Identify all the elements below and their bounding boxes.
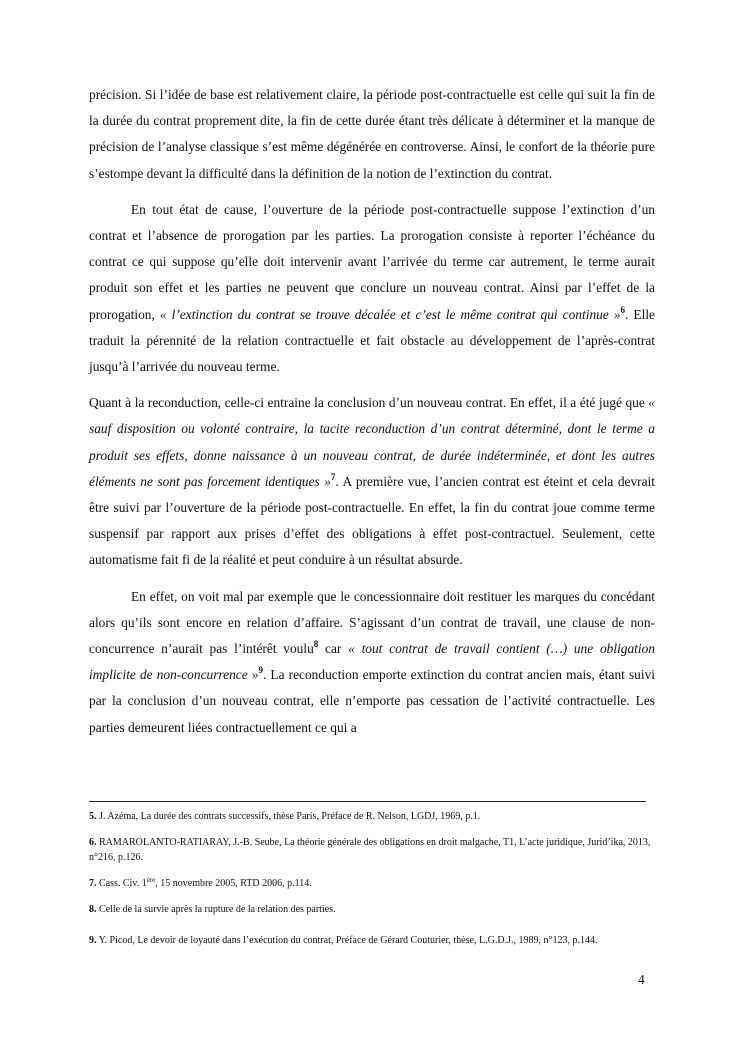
footnote-number: 7. [89, 878, 97, 889]
footnote-text: J. Azéma, La durée des contrats successifs, thèse Paris, Préface de R. Nelson, LGDJ, 1969, p.1. [96, 811, 481, 822]
text-run: . Elle traduit la pérennité de la relation contractuelle et fait obstacle au développement de l’après-contrat jusqu’à l’arrivée du nouveau terme. [89, 306, 655, 375]
text-run: . La reconduction emporte extinction du contrat ancien mais, étant suivi par la conclusion d’un nouveau contrat, elle n’emporte pas cessation de l’activité contractuelle. Les parties demeurent liées contractuellement ce qui a [89, 667, 656, 735]
footnote-number: 5. [89, 811, 97, 822]
footnote-separator [89, 801, 646, 802]
text-run: . A première vue, l’ancien contrat est éteint et cela devrait être suivi par l’ouverture de la période post-contractuelle. En effet, la fin du contrat joue comme terme suspensif par rapport aux prises d’effet des obligations à effet post-contractuel. Seulement, cette automatisme fait fi de la réalité et peut conduire à un résultat absurde. [89, 473, 655, 568]
paragraph-2 [89, 197, 655, 380]
quotation: « tout contrat de travail contient (…) une obligation implicite de non-concurrence » [89, 641, 655, 683]
ordinal-suffix: ère [146, 876, 156, 884]
footnote-5 [89, 809, 655, 824]
paragraph-3 [89, 390, 655, 573]
footnote-text: Celle de la survie après la rupture de la relation des parties. [96, 904, 336, 915]
paragraph-1 [89, 82, 655, 187]
footnote-8 [89, 902, 655, 917]
footnote-text: Cass. Civ. 1 [96, 878, 147, 889]
footnote-6 [89, 835, 655, 865]
page-number: 4 [638, 972, 645, 987]
footnote-ref: 6 [620, 304, 626, 315]
body-text [89, 82, 655, 751]
paragraph-4 [89, 584, 655, 741]
footnote-number: 8. [89, 904, 97, 915]
text-run: car [318, 641, 349, 657]
text-run: Quant à la reconduction, celle-ci entraine la conclusion d’un nouveau contrat. En effet, il a été jugé que [89, 395, 649, 411]
footnotes [89, 809, 655, 953]
footnote-text: RAMAROLANTO-RATIARAY, J.-B. Seube, La théorie générale des obligations en droit malgache, T1, L’acte juridique, Jurid’ika, 2013, n°216, p.126. [89, 837, 651, 863]
footnote-text: , 15 novembre 2005, RTD 2006, p.114. [155, 878, 312, 889]
footnote-number: 6. [89, 837, 97, 848]
footnote-ref: 7 [330, 471, 336, 482]
footnote-ref: 8 [313, 639, 319, 650]
footnote-text: Y. Picod, Le devoir de loyauté dans l’exécution du contrat, Préface de Gérard Couturier, thèse, L.G.D.J., 1989, n°123, p.144. [96, 935, 598, 946]
text-run: précision. Si l’idée de base est relativement claire, la période post-contractuelle est celle qui suit la fin de la durée du contrat proprement dite, la fin de cette durée étant très délicate à déterminer et la manque de précision de l’analyse classique s’est même dégénérée en controverse. Ainsi, le confort de la théorie pure s’estompe devant la difficulté dans la définition de la notion de l’extinction du contrat. [89, 87, 655, 181]
footnote-number: 9. [89, 935, 97, 946]
text-run: En effet, on voit mal par exemple que le concessionnaire doit restituer les marques du concédant alors qu’ils sont encore en relation d’affaire. S’agissant d’un contrat de travail, une clause de non-concurrence n’aurait pas l’intérêt voulu [89, 588, 655, 657]
text-run: En tout état de cause, l’ouverture de la période post-contractuelle suppose l’extinction d’un contrat et l’absence de prorogation par les parties. La prorogation consiste à reporter l’échéance du contrat ce qui suppose qu’elle doit intervenir avant l’arrivée du terme car autrement, le terme aurait produit son effet et les parties ne peuvent que conclure un nouveau contrat. Ainsi par l’effet de la prorogation, [89, 201, 655, 322]
footnote-7 [89, 876, 655, 891]
quotation: « sauf disposition ou volonté contraire, la tacite reconduction d’un contrat déterminé, dont le terme a produit ses effets, donne naissance à un nouveau contrat, de durée indéterminée, et dont les autres éléments ne sont pas forcement identiques » [89, 395, 655, 489]
footnote-ref: 9 [258, 665, 263, 676]
quotation: « l’extinction du contrat se trouve décalée et c’est le même contrat qui continue » [159, 306, 621, 322]
footnote-9 [89, 928, 655, 953]
